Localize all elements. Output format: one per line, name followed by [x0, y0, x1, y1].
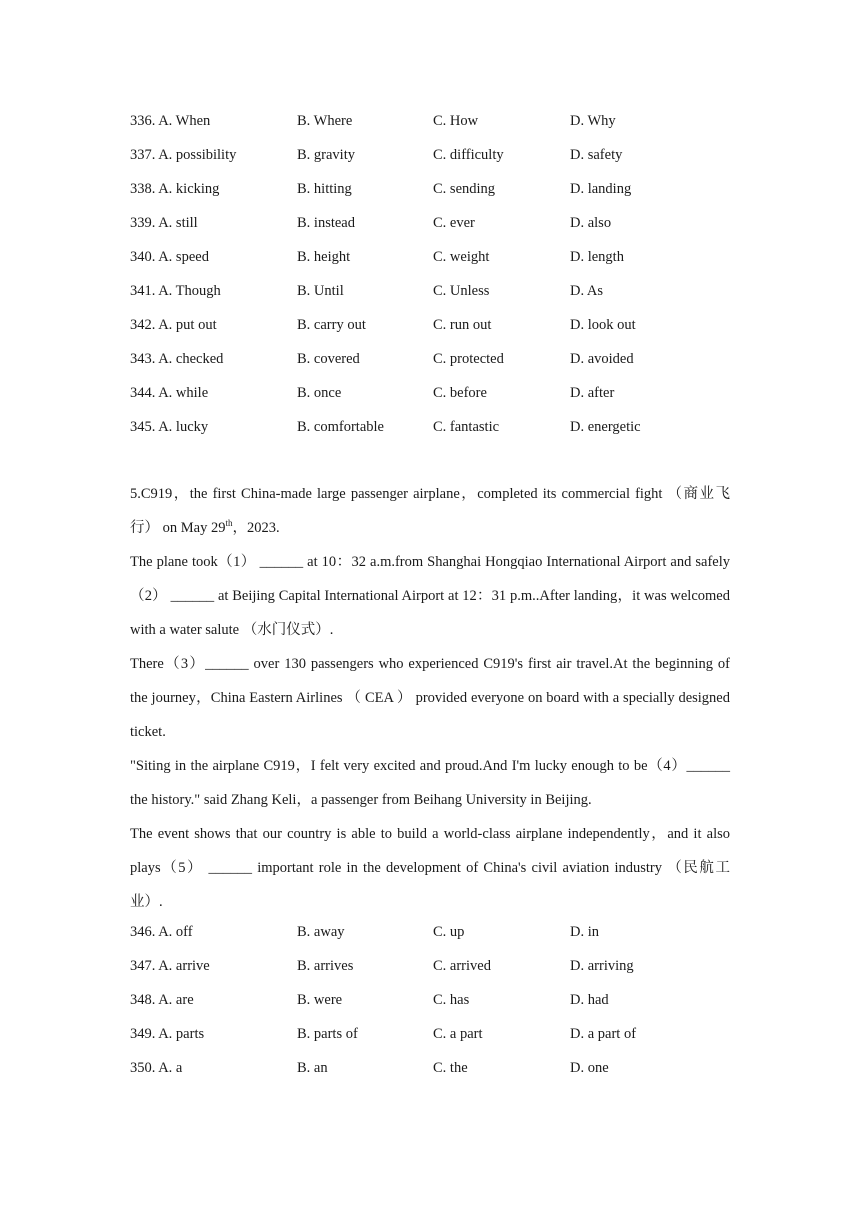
passage-paragraph: "Siting in the airplane C919，I felt very excited and proud.And I'm lucky enough to be（4）______ the history." said Zhang Keli，a passenger from Beihang University in Beijing. [130, 758, 730, 808]
option-a: 347. A. arrive [130, 958, 210, 974]
option-c: C. a part [433, 1026, 483, 1042]
option-b: B. gravity [297, 147, 355, 163]
option-c: C. up [433, 924, 465, 940]
option-c: C. Unless [433, 283, 490, 299]
option-c: C. difficulty [433, 147, 504, 163]
option-c: C. the [433, 1060, 468, 1076]
option-d: D. avoided [570, 351, 634, 367]
option-c: C. sending [433, 181, 496, 197]
option-d: D. safety [570, 147, 623, 163]
option-a: 336. A. When [130, 113, 211, 129]
passage-paragraph: 5.C919，the first China-made large passenger airplane，completed its commercial fight （商业飞行） on May 29th，2023. [130, 486, 730, 536]
option-d: D. Why [570, 113, 616, 129]
option-d: D. length [570, 249, 624, 265]
option-a: 339. A. still [130, 215, 198, 231]
option-b: B. away [297, 924, 345, 940]
option-c: C. ever [433, 215, 475, 231]
option-c: C. arrived [433, 958, 491, 974]
option-c: C. How [433, 113, 479, 129]
option-a: 341. A. Though [130, 283, 221, 299]
question-row [130, 1017, 730, 1051]
option-b: B. carry out [297, 317, 366, 333]
reading-passage [130, 477, 730, 919]
option-d: D. a part of [570, 1026, 637, 1042]
question-row [130, 949, 730, 983]
option-a: 350. A. a [130, 1060, 183, 1076]
question-row [130, 172, 730, 206]
option-d: D. look out [570, 317, 636, 333]
option-d: D. As [570, 283, 604, 299]
question-row [130, 274, 730, 308]
option-b: B. covered [297, 351, 360, 367]
option-b: B. instead [297, 215, 355, 231]
question-list-top [130, 104, 730, 444]
question-row [130, 915, 730, 949]
question-row [130, 376, 730, 410]
question-list-bottom [130, 915, 730, 1085]
option-b: B. height [297, 249, 351, 265]
option-a: 342. A. put out [130, 317, 217, 333]
question-row [130, 1051, 730, 1085]
question-row [130, 342, 730, 376]
option-c: C. run out [433, 317, 492, 333]
question-row [130, 410, 730, 444]
question-row [130, 983, 730, 1017]
option-a: 346. A. off [130, 924, 193, 940]
question-row [130, 308, 730, 342]
option-a: 349. A. parts [130, 1026, 205, 1042]
question-row [130, 138, 730, 172]
question-row [130, 206, 730, 240]
option-a: 345. A. lucky [130, 419, 209, 435]
option-d: D. energetic [570, 419, 641, 435]
option-c: C. weight [433, 249, 490, 265]
passage-paragraph: There（3）______ over 130 passengers who experienced C919's first air travel.At the beginning of the journey，China Eastern Airlines （ CEA ） provided everyone on board with a specially designed ticket. [130, 656, 730, 740]
option-a: 343. A. checked [130, 351, 224, 367]
option-d: D. landing [570, 181, 632, 197]
option-b: B. Where [297, 113, 353, 129]
option-a: 340. A. speed [130, 249, 209, 265]
option-b: B. comfortable [297, 419, 384, 435]
option-a: 348. A. are [130, 992, 194, 1008]
passage-paragraph: The plane took（1） ______ at 10：32 a.m.from Shanghai Hongqiao International Airport and safely（2） ______ at Beijing Capital International Airport at 12：31 p.m..After landing，it was welcomed with a water salute （水门仪式）. [130, 554, 730, 638]
option-d: D. had [570, 992, 609, 1008]
option-c: C. fantastic [433, 419, 500, 435]
question-row [130, 104, 730, 138]
option-d: D. in [570, 924, 599, 940]
option-b: B. arrives [297, 958, 354, 974]
option-c: C. has [433, 992, 470, 1008]
question-row [130, 240, 730, 274]
option-a: 344. A. while [130, 385, 209, 401]
option-d: D. one [570, 1060, 609, 1076]
option-b: B. an [297, 1060, 328, 1076]
option-d: D. after [570, 385, 615, 401]
option-b: B. parts of [297, 1026, 358, 1042]
option-c: C. protected [433, 351, 504, 367]
option-a: 337. A. possibility [130, 147, 237, 163]
option-a: 338. A. kicking [130, 181, 220, 197]
option-b: B. hitting [297, 181, 352, 197]
option-d: D. arriving [570, 958, 634, 974]
option-b: B. were [297, 992, 343, 1008]
option-c: C. before [433, 385, 487, 401]
option-b: B. once [297, 385, 342, 401]
option-d: D. also [570, 215, 612, 231]
passage-paragraph: The event shows that our country is able to build a world-class airplane independently，and it also plays（5） ______ important role in the development of China's civil aviation industry （民航工业）. [130, 826, 730, 910]
option-b: B. Until [297, 283, 344, 299]
